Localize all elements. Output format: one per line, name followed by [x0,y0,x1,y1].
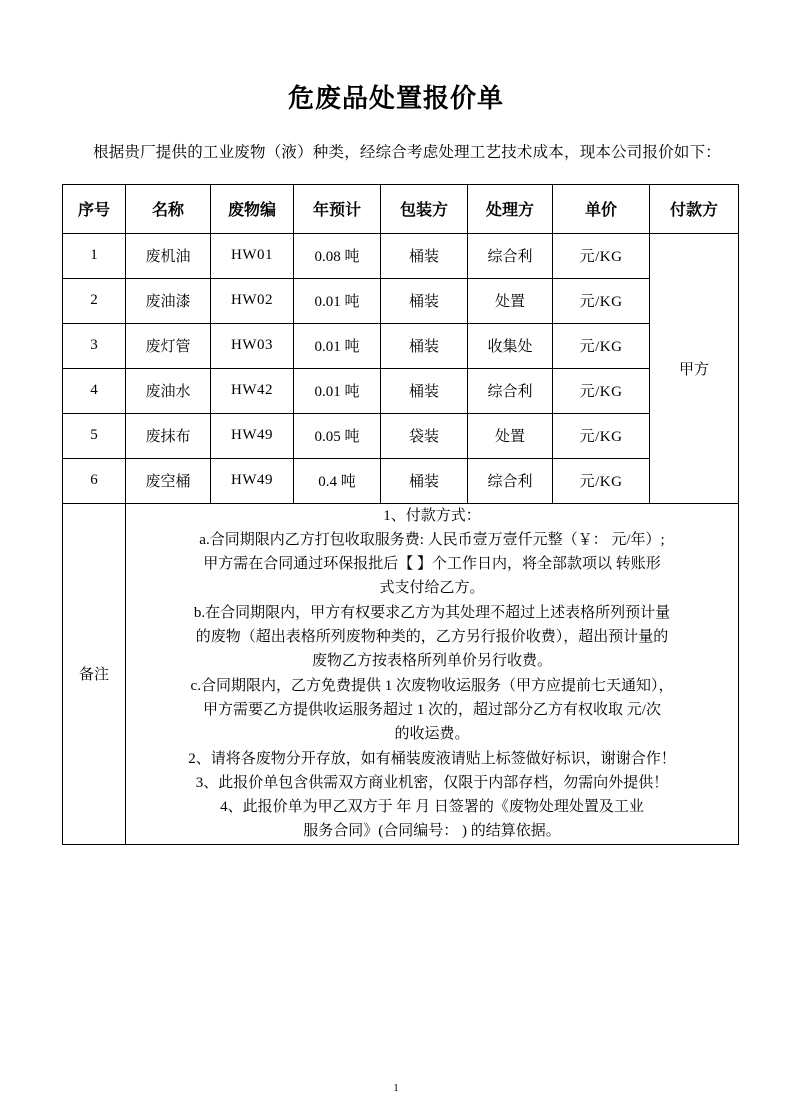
header-unit-price: 单价 [553,184,650,233]
remark-line: 2、请将各废物分开存放，如有桶装废液请贴上标签做好标识，谢谢合作！ [188,750,676,767]
remark-line: 4、此报价单为甲乙双方于 年 月 日签署的《废物处理处置及工业 [220,799,644,816]
cell-price: 元/KG [553,368,650,413]
cell-pack: 桶装 [381,233,468,278]
remark-line: 甲方需要乙方提供收运服务超过 1 次的，超过部分乙方有权收取 元/次 [203,701,661,718]
cell-year: 0.01 吨 [294,368,381,413]
cell-year: 0.01 吨 [294,323,381,368]
table-row [63,413,739,458]
header-treatment: 处理方 [468,184,553,233]
cell-no: 3 [63,323,126,368]
cell-pack: 桶装 [381,458,468,503]
cell-no: 4 [63,368,126,413]
cell-treat: 综合利 [468,458,553,503]
cell-pack: 桶装 [381,323,468,368]
cell-code: HW02 [211,278,294,323]
cell-year: 0.05 吨 [294,413,381,458]
cell-pack: 袋装 [381,413,468,458]
cell-code: HW49 [211,413,294,458]
cell-price: 元/KG [553,458,650,503]
table-header-row [63,184,739,233]
cell-code: HW42 [211,368,294,413]
remark-line: 服务合同》(合同编号： ) 的结算依据。 [303,823,561,840]
page-number: 1 [393,1082,399,1094]
quotation-table [62,184,739,845]
cell-no: 5 [63,413,126,458]
table-row [63,278,739,323]
cell-no: 2 [63,278,126,323]
table-row [63,368,739,413]
cell-treat: 处置 [468,413,553,458]
table-row [63,233,739,278]
cell-pack: 桶装 [381,278,468,323]
remark-line: 的废物（超出表格所列废物种类的，乙方另行报价收费），超出预计量的 [195,629,669,646]
cell-treat: 收集处 [468,323,553,368]
remark-line: 3、此报价单包含供需双方商业机密，仅限于内部存档，勿需向外提供！ [195,774,669,791]
remark-content [126,503,739,844]
header-name: 名称 [126,184,211,233]
cell-payment-party: 甲方 [650,233,739,503]
table-body [63,233,739,844]
remark-line: c.合同期限内，乙方免费提供 1 次废物收运服务（甲方应提前七天通知）， [190,677,674,694]
cell-price: 元/KG [553,233,650,278]
cell-name: 废空桶 [126,458,211,503]
cell-name: 废抹布 [126,413,211,458]
remark-line: 1、付款方式： [383,507,481,524]
intro-paragraph: 根据贵厂提供的工业废物（液）种类，经综合考虑处理工艺技术成本，现本公司报价如下： [93,144,722,161]
header-yearly-estimate: 年预计 [294,184,381,233]
cell-name: 废灯管 [126,323,211,368]
cell-no: 1 [63,233,126,278]
page-title: 危废品处置报价单 [287,84,504,113]
cell-name: 废油水 [126,368,211,413]
remark-line: 甲方需在合同通过环保报批后【 】个工作日内，将全部款项以 转账形 [203,556,661,573]
cell-treat: 处置 [468,278,553,323]
remark-line: b.在合同期限内，甲方有权要求乙方为其处理不超过上述表格所列预计量 [193,604,671,621]
cell-treat: 综合利 [468,368,553,413]
cell-name: 废油漆 [126,278,211,323]
cell-no: 6 [63,458,126,503]
remark-line: 式支付给乙方。 [379,580,485,597]
cell-code: HW49 [211,458,294,503]
remark-line: 的收运费。 [394,726,470,743]
cell-price: 元/KG [553,323,650,368]
cell-name: 废机油 [126,233,211,278]
cell-price: 元/KG [553,413,650,458]
header-payment-party: 付款方 [650,184,739,233]
remark-line: 废物乙方按表格所列单价另行收费。 [311,653,552,670]
cell-price: 元/KG [553,278,650,323]
cell-code: HW01 [211,233,294,278]
cell-year: 0.4 吨 [294,458,381,503]
cell-treat: 综合利 [468,233,553,278]
cell-pack: 桶装 [381,368,468,413]
remark-row [63,503,739,844]
remark-line: a.合同期限内乙方打包收取服务费: 人民币壹万壹仟元整（￥： 元/年）; [199,531,665,548]
cell-code: HW03 [211,323,294,368]
cell-year: 0.08 吨 [294,233,381,278]
header-no: 序号 [63,184,126,233]
header-packaging: 包装方 [381,184,468,233]
header-waste-code: 废物编 [211,184,294,233]
table-row [63,458,739,503]
table-header [63,184,739,233]
remark-label: 备注 [63,503,126,844]
cell-year: 0.01 吨 [294,278,381,323]
table-row [63,323,739,368]
